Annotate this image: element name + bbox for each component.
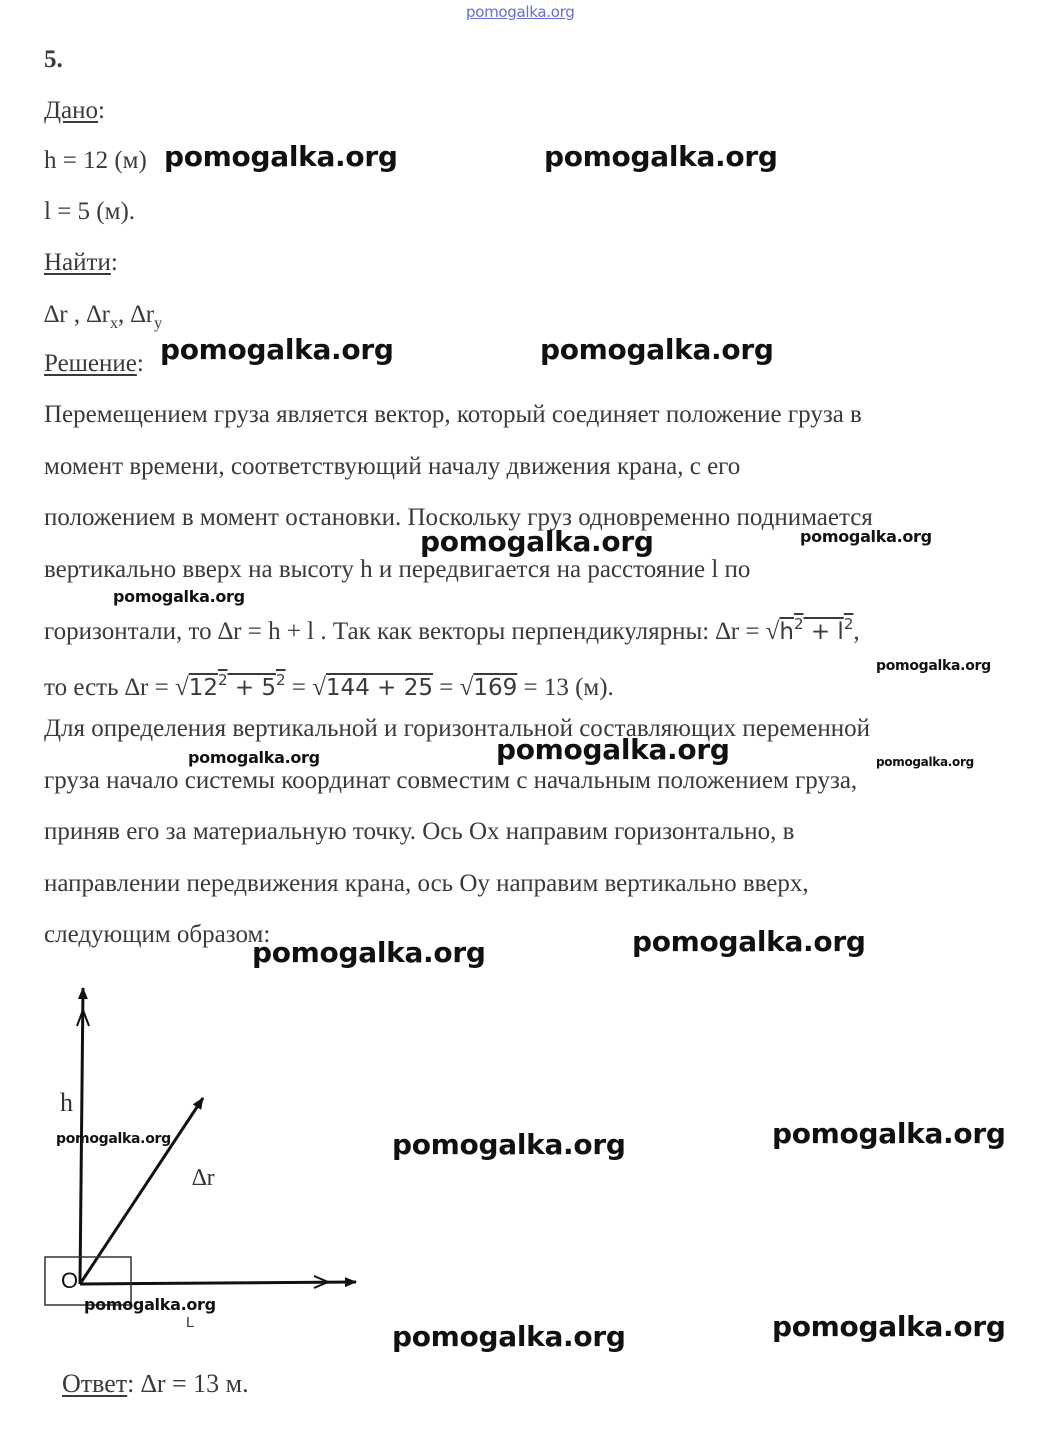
watermark: pomogalka.org <box>544 140 778 173</box>
displacement-vector <box>80 1098 203 1284</box>
formula-text: горизонтали, то ∆r = h + l . Так как векторы перпендикулярны: ∆r = √ <box>44 618 780 645</box>
find-prefix: ∆r , ∆r <box>44 301 110 328</box>
solution-label: Решение <box>44 350 137 377</box>
watermark: pomogalka.org <box>56 1131 171 1147</box>
watermark: pomogalka.org <box>772 1117 1006 1150</box>
formula-end: , <box>853 618 860 645</box>
given-label: Дано <box>44 97 99 124</box>
find-colon: : <box>110 249 118 276</box>
find-heading <box>44 248 118 278</box>
horizontal-axis <box>80 1282 356 1284</box>
watermark: pomogalka.org <box>392 1320 626 1353</box>
answer-label: Ответ <box>62 1369 128 1398</box>
label-o: O <box>61 1268 79 1293</box>
given-heading <box>44 96 105 126</box>
para1-line4: вертикально вверх на высоту h и передвигается на расстояние l по <box>44 555 751 583</box>
given-l: l = 5 (м). <box>44 198 136 225</box>
watermark: pomogalka.org <box>876 658 991 674</box>
calc-text: то есть ∆r = √ <box>44 673 189 701</box>
watermark: pomogalka.org <box>540 333 774 366</box>
watermark: pomogalka.org <box>772 1310 1006 1343</box>
solution-colon: : <box>136 350 144 377</box>
find-mid: , ∆r <box>118 301 155 328</box>
calc-eq-2: = √ <box>432 673 474 701</box>
para1-line2: момент времени, соответствующий началу движения крана, с его <box>44 452 741 480</box>
para1-line1: Перемещением груза является вектор, который соединяет положение груза в <box>44 401 862 428</box>
watermark: pomogalka.org <box>632 925 866 958</box>
label-l: L <box>186 1314 195 1331</box>
find-label: Найти <box>44 249 111 276</box>
watermark: pomogalka.org <box>164 140 398 173</box>
watermark: pomogalka.org <box>113 587 245 606</box>
watermark: pomogalka.org <box>392 1128 626 1161</box>
para2-line4: направлении передвижения крана, ось Оу направим вертикально вверх, <box>44 869 809 897</box>
calc-radicand-2: 144 + 25 <box>325 674 433 701</box>
label-dr: ∆r <box>192 1165 215 1191</box>
find-sub-x: x <box>110 315 118 332</box>
calc-eq-1: = √ <box>285 673 326 701</box>
calc-radicand-3: 169 <box>473 674 518 701</box>
para2-line1: Для определения вертикальной и горизонтальной составляющих переменной <box>44 715 870 742</box>
para1-line6 <box>44 651 1019 707</box>
find-sub-y: y <box>154 315 163 332</box>
label-h: h <box>60 1088 73 1117</box>
watermark: pomogalka.org <box>496 733 730 766</box>
watermark: pomogalka.org <box>252 936 486 969</box>
watermark: pomogalka.org <box>188 748 320 767</box>
calc-result: = 13 (м). <box>517 673 614 701</box>
problem-number: 5. <box>44 46 63 73</box>
site-link[interactable]: pomogalka.org <box>466 3 575 21</box>
watermark: pomogalka.org <box>420 525 654 558</box>
answer-value: ∆r = 13 м. <box>134 1369 249 1398</box>
given-h: h = 12 (м) <box>44 147 147 174</box>
vector-diagram <box>0 960 420 1340</box>
answer-colon: : <box>127 1369 135 1398</box>
watermark: pomogalka.org <box>800 527 932 546</box>
watermark: pomogalka.org <box>84 1295 216 1314</box>
watermark: pomogalka.org <box>876 755 974 769</box>
para2-line2: груза начало системы координат совместим с начальным положением груза, <box>44 766 858 794</box>
solution-heading <box>44 349 144 379</box>
calc-radicand-1: $12^2 + 5^2$ <box>188 670 286 701</box>
answer <box>62 1369 249 1399</box>
para2-line5: следующим образом: <box>44 921 271 948</box>
para2-line3: приняв его за материальную точку. Ось Ох направим горизонтально, в <box>44 818 795 845</box>
given-colon: : <box>98 97 105 124</box>
formula-radicand: $h^2 + l^2$ <box>779 615 854 645</box>
find-values <box>44 300 162 339</box>
para1-line3: положением в момент остановки. Поскольку груз одновременно поднимается <box>44 504 873 531</box>
watermark: pomogalka.org <box>160 333 394 366</box>
